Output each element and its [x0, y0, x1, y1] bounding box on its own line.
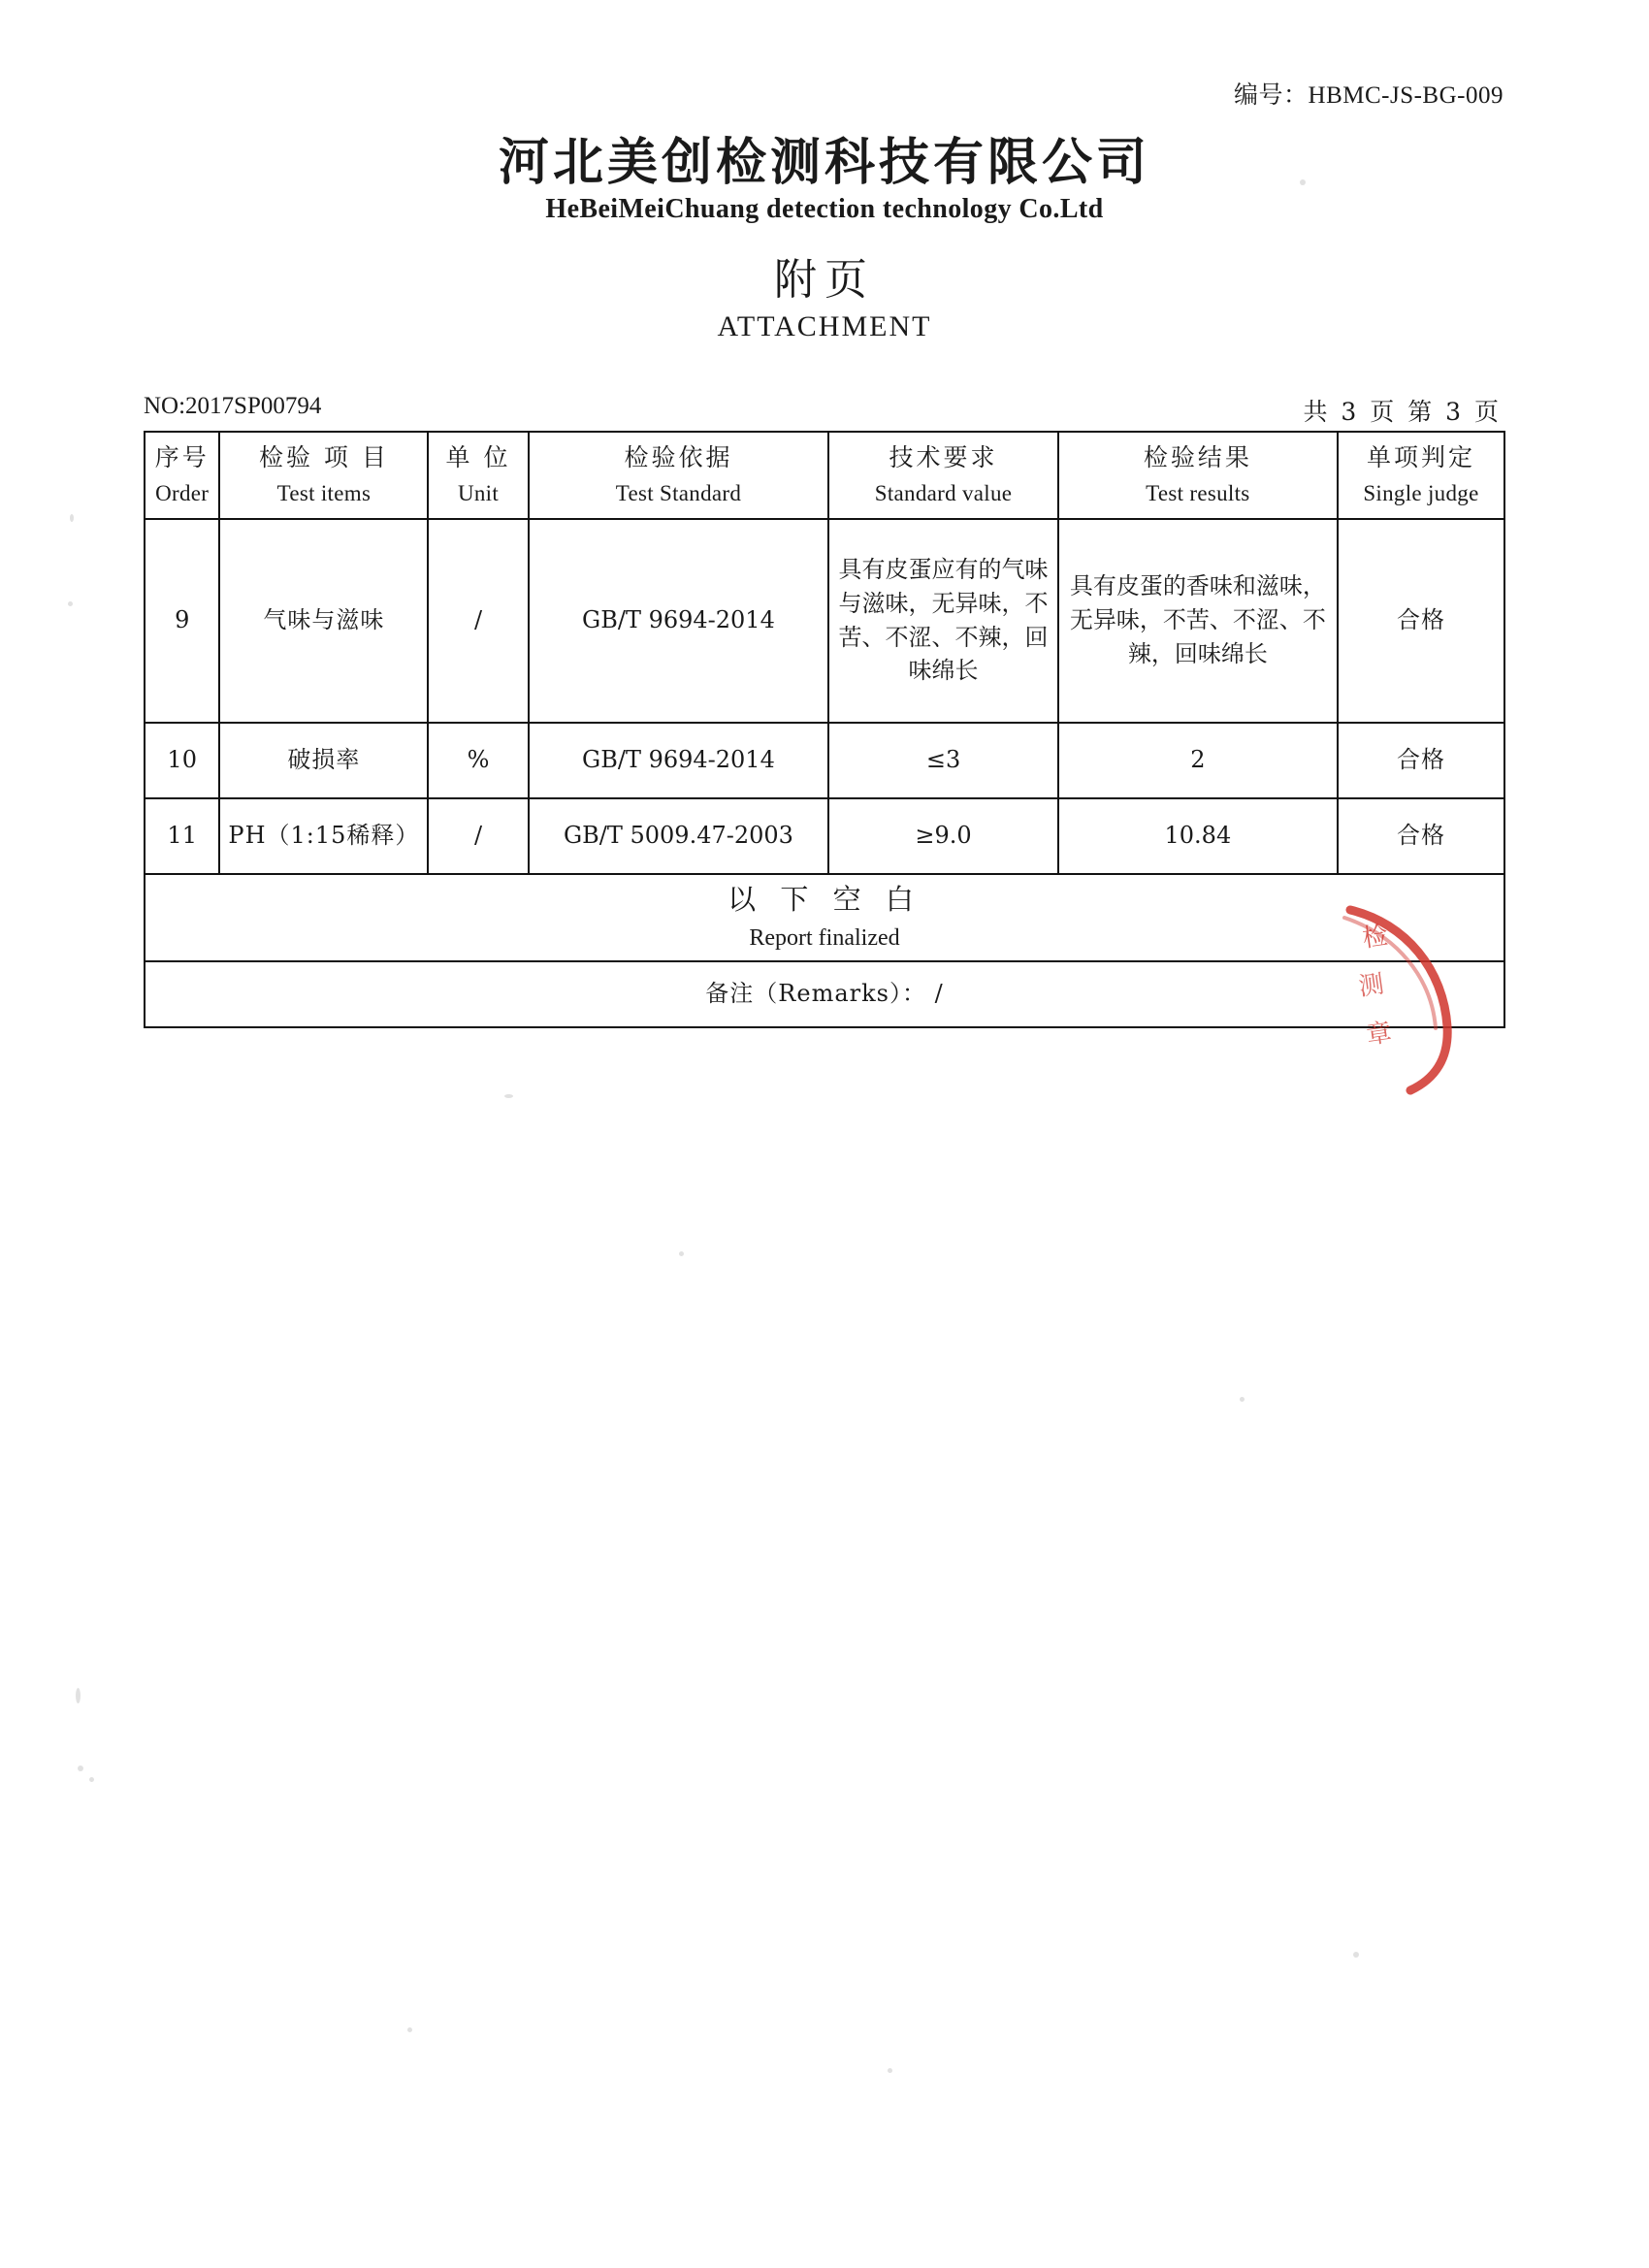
- cell-standard-value: ≤3: [828, 723, 1058, 798]
- scan-speck: [1240, 1397, 1245, 1402]
- test-results-table: [144, 431, 1505, 1028]
- table-header-row: [145, 432, 1504, 519]
- report-finalized-cell: [145, 874, 1504, 961]
- cell-order: 9: [145, 519, 219, 723]
- scan-speck: [1353, 1952, 1359, 1958]
- cell-unit: %: [428, 723, 528, 798]
- column-header-order: 序号 Order: [145, 432, 219, 519]
- svg-text:测: 测: [1356, 969, 1386, 1002]
- column-header-test-results: 检验结果 Test results: [1058, 432, 1338, 519]
- cell-single-judge: 合格: [1338, 723, 1504, 798]
- scan-speck: [70, 514, 74, 522]
- remarks-cell: 备注（Remarks）： /: [145, 961, 1504, 1027]
- cell-test-standard: GB/T 9694-2014: [529, 723, 829, 798]
- table-row: [145, 723, 1504, 798]
- finalized-text-english: Report finalized: [749, 925, 900, 952]
- scan-speck: [78, 1766, 83, 1771]
- finalized-text-chinese: 以 下 空 白: [728, 883, 922, 917]
- scan-speck: [76, 1688, 81, 1703]
- svg-text:章: 章: [1364, 1018, 1394, 1051]
- cell-test-result: 2: [1058, 723, 1338, 798]
- cell-order: 11: [145, 798, 219, 874]
- remarks-row: [145, 961, 1504, 1027]
- company-name-english: HeBeiMeiChuang detection technology Co.Ltd: [545, 194, 1104, 224]
- cell-test-result: 具有皮蛋的香味和滋味，无异味，不苦、不涩、不辣，回味绵长: [1058, 519, 1338, 723]
- cell-test-item: 破损率: [219, 723, 428, 798]
- scan-speck: [1300, 179, 1306, 185]
- column-header-single-judge: 单项判定 Single judge: [1338, 432, 1504, 519]
- scan-speck: [888, 2068, 892, 2073]
- table-row: [145, 519, 1504, 723]
- cell-test-item: 气味与滋味: [219, 519, 428, 723]
- cell-single-judge: 合格: [1338, 798, 1504, 874]
- cell-single-judge: 合格: [1338, 519, 1504, 723]
- cell-order: 10: [145, 723, 219, 798]
- company-name-chinese: 河北美创检测科技有限公司: [498, 133, 1150, 192]
- report-number: NO:2017SP00794: [144, 393, 322, 419]
- scan-speck: [679, 1251, 684, 1256]
- table-row: [145, 798, 1504, 874]
- document-code: 编号：HBMC-JS-BG-009: [1234, 82, 1504, 109]
- scan-speck: [407, 2027, 412, 2032]
- cell-unit: /: [428, 798, 528, 874]
- page-title-chinese: 附页: [774, 255, 875, 305]
- scan-speck: [504, 1094, 513, 1098]
- cell-unit: /: [428, 519, 528, 723]
- page-title-english: ATTACHMENT: [717, 310, 932, 342]
- cell-standard-value: ≥9.0: [828, 798, 1058, 874]
- cell-test-item: PH（1:15稀释）: [219, 798, 428, 874]
- cell-test-result: 10.84: [1058, 798, 1338, 874]
- scan-speck: [68, 601, 73, 606]
- cell-test-standard: GB/T 5009.47-2003: [529, 798, 829, 874]
- cell-standard-value: 具有皮蛋应有的气味与滋味，无异味，不苦、不涩、不辣，回味绵长: [828, 519, 1058, 723]
- scan-speck: [89, 1777, 94, 1782]
- report-finalized-row: [145, 874, 1504, 961]
- column-header-unit: 单 位 Unit: [428, 432, 528, 519]
- column-header-standard-value: 技术要求 Standard value: [828, 432, 1058, 519]
- page-counter: 共 3 页 第 3 页: [1303, 398, 1502, 426]
- svg-text:检: 检: [1360, 921, 1390, 954]
- column-header-test-items: 检验 项 目 Test items: [219, 432, 428, 519]
- cell-test-standard: GB/T 9694-2014: [529, 519, 829, 723]
- column-header-test-standard: 检验依据 Test Standard: [529, 432, 829, 519]
- report-meta: [144, 393, 1502, 428]
